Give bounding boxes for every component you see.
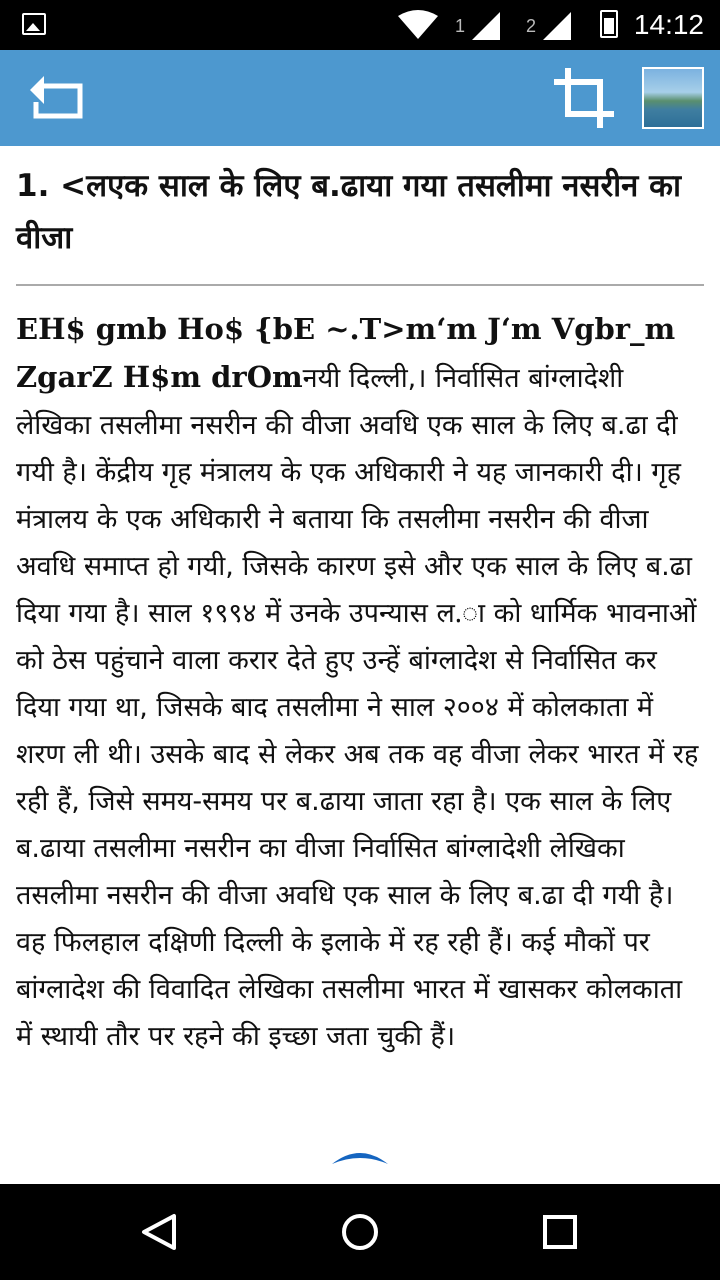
nav-recents-button[interactable]	[542, 1214, 578, 1250]
wifi-icon	[398, 10, 438, 40]
toolbar	[0, 50, 720, 146]
navigation-bar	[0, 1184, 720, 1280]
article-headline: 1. <लएक साल के लिए ब.ढाया गया तसलीमा नसरीन का वीजा	[16, 168, 682, 256]
sim1-label: 1	[455, 16, 466, 36]
signal-icon	[472, 12, 500, 40]
crop-button[interactable]	[552, 66, 616, 130]
collapse-button[interactable]	[330, 1140, 390, 1170]
article-body	[16, 306, 706, 1060]
nav-home-button[interactable]	[340, 1212, 380, 1252]
nav-recents-icon	[542, 1214, 578, 1250]
article-header	[16, 160, 706, 264]
nav-back-icon	[140, 1212, 180, 1252]
status-clock: 14:12	[633, 9, 704, 40]
crop-icon	[552, 66, 616, 130]
nav-back-button[interactable]	[140, 1212, 180, 1252]
divider	[16, 284, 704, 286]
chevron-up-icon	[330, 1140, 390, 1170]
exit-button[interactable]	[26, 72, 86, 124]
signal-icon	[543, 12, 571, 40]
nav-home-icon	[340, 1212, 380, 1252]
article-lead: EH$ gmb Ho$ {bE ~.T>m‘m J‘m Vgbr_m ZgarZ H$m drOm	[16, 312, 676, 394]
battery-icon	[600, 10, 618, 38]
landscape-thumbnail[interactable]	[642, 67, 704, 129]
status-bar	[0, 0, 720, 50]
exit-icon	[26, 72, 86, 124]
article-body-text: नयी दिल्ली,। निर्वासित बांग्लादेशी लेखिका तसलीमा नसरीन की वीजा अवधि एक साल के लिए ब.ढा दी गयी है। केंद्रीय गृह मंत्रालय के एक अधिकारी ने यह जानकारी दी। गृह मंत्रालय के एक अधिकारी ने बताया कि तसलीमा नसरीन की वीजा अवधि समाप्त हो गयी, जिसके कारण इसे और एक साल के लिए ब.ढा दिया गया है। साल १९९४ में उनके उपन्यास ल.ा को धार्मिक भावनाओं को ठेस पहुंचाने वाला करार देते हुए उन्हें बांग्लादेश से निर्वासित कर दिया गया था, जिसके बाद तसलीमा ने साल २००४ में कोलकाता में शरण ली थी। उसके बाद से लेकर अब तक वह वीजा लेकर भारत में रह रही हैं, जिसे समय-समय पर ब.ढाया जाता रहा है। एक साल के लिए ब.ढाया तसलीमा नसरीन का वीजा निर्वासित बांग्लादेशी लेखिका तसलीमा नसरीन की वीजा अवधि एक साल के लिए ब.ढा दी गयी है। वह फिलहाल दक्षिणी दिल्ली के इलाके में रह रही हैं। कई मौकों पर बांग्लादेश की विवादित लेखिका तसलीमा भारत में खासकर कोलकाता में स्थायी तौर पर रहने की इच्छा जता चुकी हैं।	[16, 363, 699, 1052]
image-notification-icon	[22, 13, 46, 35]
sim2-label: 2	[526, 16, 537, 36]
